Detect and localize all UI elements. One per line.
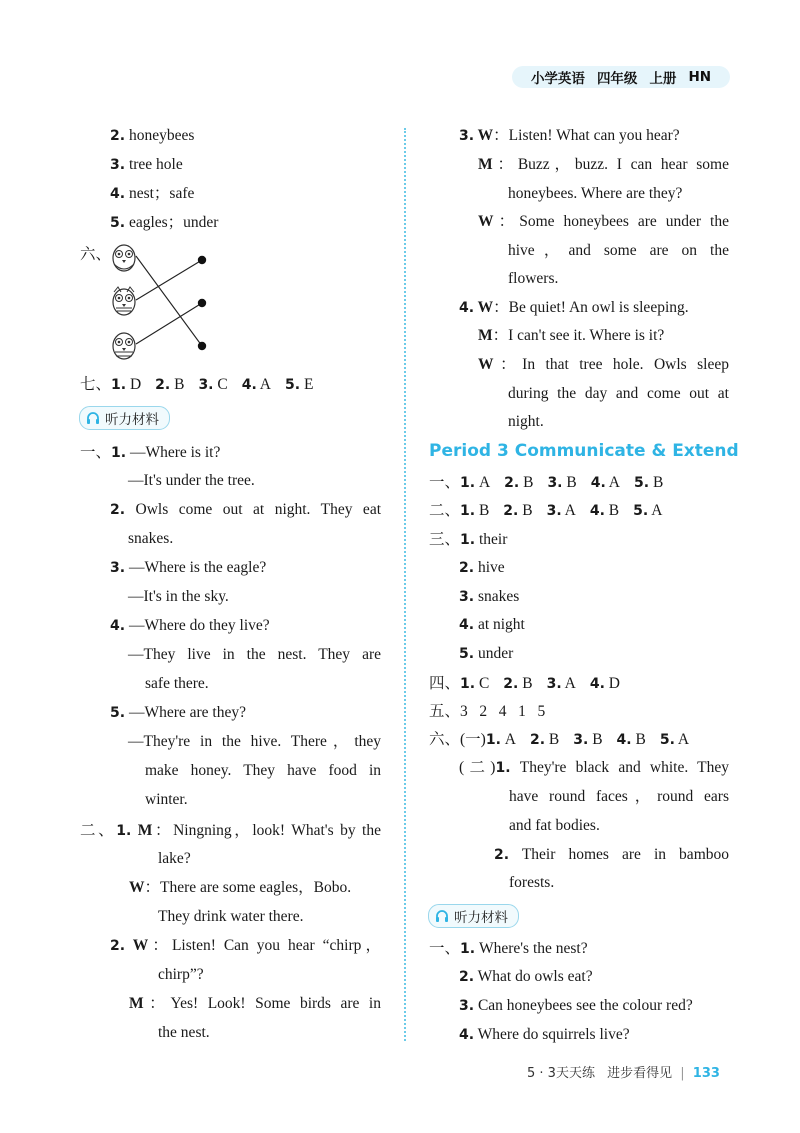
listening-1-1b: —It's under the tree. (128, 472, 255, 489)
listening-2-2d: the nest. (158, 1024, 210, 1041)
question-4: 4. Where do squirrels live? (459, 1026, 630, 1043)
dialog-4b: M：I can't see it. Where is it? (478, 327, 665, 344)
owl-1-icon (113, 245, 135, 271)
dialog-4e: night. (508, 413, 544, 430)
header-subject: 小学英语 (530, 71, 585, 87)
period3-section-6-2e: forests. (509, 874, 555, 891)
listening-1-5a: 5. —Where are they? (110, 704, 246, 721)
column-divider (404, 128, 406, 1041)
book-header (512, 66, 730, 88)
answer-5-2: 2. honeybees (110, 127, 195, 144)
listening-1-5b: —They're in the hive. There，they (128, 733, 381, 750)
period3-section-3-5: 5. under (459, 645, 514, 662)
footer-separator: | (680, 1066, 685, 1081)
period3-section-2: 二、1. B 2. B 3. A 4. B 5. A (429, 501, 663, 519)
header-grade: 四年级 (596, 71, 638, 87)
answer-5-3: 3. tree hole (110, 156, 183, 173)
dialog-3a: 3. W：Listen! What can you hear? (459, 127, 680, 144)
listening-2-1c: W：There are some eagles，Bobo. (129, 879, 352, 896)
listening-2-2b: chirp”? (158, 966, 204, 983)
listening-1-5d: winter. (145, 791, 188, 808)
header-edition: HN (688, 69, 712, 85)
listening-2-1d: They drink water there. (158, 908, 304, 925)
period3-section-5: 五、3 2 4 1 5 (429, 702, 546, 720)
question-1: 一、1. Where's the nest? (429, 939, 588, 957)
footer-slogan: 进步看得见 (607, 1066, 673, 1081)
dialog-3c: honeybees. Where are they? (508, 185, 683, 202)
match-line-2 (136, 260, 202, 300)
dialog-4c: W：In that tree hole. Owls sleep (478, 356, 729, 373)
listening-1-1a: 一、1. —Where is it? (80, 443, 221, 461)
listening-1-2b: snakes. (128, 530, 174, 547)
listening-1-4c: safe there. (145, 675, 209, 692)
dialog-3f: flowers. (508, 270, 559, 287)
period3-section-6-2b: have round faces，round ears (509, 788, 729, 805)
period3-section-4: 四、1. C 2. B 3. A 4. D (429, 674, 620, 692)
period3-section-3-4: 4. at night (459, 616, 525, 633)
headphones-icon (86, 411, 100, 425)
listening-2-1b: lake? (158, 850, 191, 867)
period3-section-3-1: 三、1. their (429, 530, 508, 548)
dialog-3d: W：Some honeybees are under the (478, 213, 729, 230)
answer-5-5: 5. eagles；under (110, 214, 219, 231)
listening-1-4a: 4. —Where do they live? (110, 617, 270, 634)
listening-2-2a: 2. W：Listen! Can you hear “chirp， (110, 937, 381, 954)
listening-badge-left: 听力材料 (79, 406, 170, 430)
dialog-3b: M：Buzz，buzz. I can hear some (478, 156, 729, 173)
listening-1-4b: —They live in the nest. They are (128, 646, 381, 663)
question-2: 2. What do owls eat? (459, 968, 593, 985)
listening-2-2c: M：Yes! Look! Some birds are in (129, 995, 381, 1012)
dialog-4d: during the day and come out at (508, 385, 729, 402)
header-term: 上册 (649, 71, 677, 87)
owl-3-icon (113, 333, 135, 359)
listening-badge-right: 听力材料 (428, 904, 519, 928)
match-dot-3 (198, 342, 206, 350)
match-line-3 (136, 303, 202, 344)
question-3: 3. Can honeybees see the colour red? (459, 997, 693, 1014)
period-title: Period 3 Communicate & Extend (429, 441, 739, 461)
period3-section-6-2d: 2. Their homes are in bamboo (494, 846, 729, 863)
match-line-1 (136, 256, 202, 346)
period3-section-6-2c: and fat bodies. (509, 817, 600, 834)
period3-section-6-1: 六、(一)1. A 2. B 3. B 4. B 5. A (429, 730, 690, 748)
page-number: 133 (692, 1066, 720, 1081)
footer-brand: 5 · 3天天练 (527, 1066, 595, 1081)
listening-1-3b: —It's in the sky. (128, 588, 229, 605)
section-7-answers: 七、1. D 2. B 3. C 4. A 5. E (80, 375, 314, 393)
period3-section-3-3: 3. snakes (459, 588, 520, 605)
match-dot-1 (198, 256, 206, 264)
listening-1-2a: 2. Owls come out at night. They eat (110, 501, 381, 518)
match-dot-2 (198, 299, 206, 307)
period3-section-1: 一、1. A 2. B 3. B 4. A 5. B (429, 473, 664, 491)
headphones-icon (435, 909, 449, 923)
owl-2-icon (113, 287, 135, 315)
dialog-3e: hive，and some are on the (508, 242, 729, 259)
matching-diagram (106, 240, 216, 368)
period3-section-3-2: 2. hive (459, 559, 505, 576)
period3-section-6-2a: (二)1. They're black and white. They (459, 759, 729, 776)
section-6-label: 六、 (80, 245, 112, 263)
answer-5-4: 4. nest；safe (110, 185, 195, 202)
listening-1-3a: 3. —Where is the eagle? (110, 559, 267, 576)
page-footer (527, 1062, 720, 1081)
listening-2-1a: 二、1. M：Ningning，look! What's by the (80, 821, 381, 839)
listening-1-5c: make honey. They have food in (145, 762, 381, 779)
dialog-4a: 4. W：Be quiet! An owl is sleeping. (459, 299, 689, 316)
